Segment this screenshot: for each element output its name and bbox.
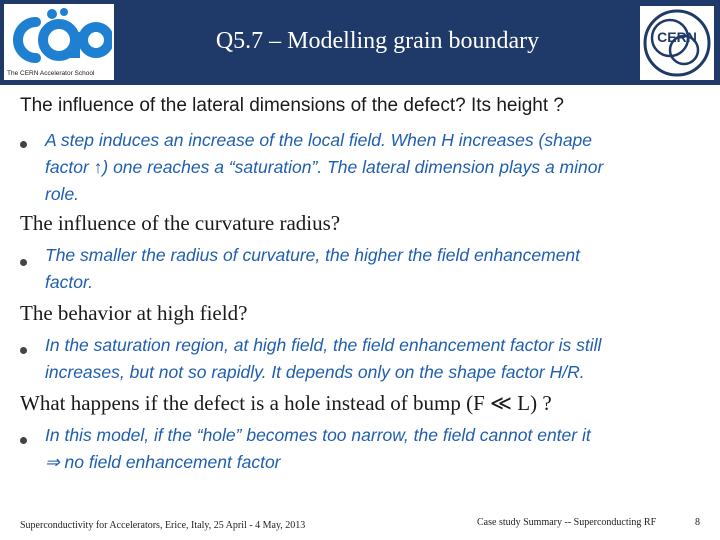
answer-hole-defect [45, 422, 705, 476]
answer-line: factor ↑) one reaches a “saturation”. The lateral dimension plays a minor [45, 157, 604, 177]
answer-line: In the saturation region, at high field, the field enhancement factor is still [45, 335, 602, 355]
page-number: 8 [695, 517, 700, 528]
cas-logo [4, 4, 114, 80]
slide-header [0, 0, 720, 85]
question-lateral-dimensions: The influence of the lateral dimensions of the defect? Its height ? [20, 95, 564, 116]
answer-curvature-radius [45, 242, 705, 296]
answer-line: In this model, if the “hole” becomes too narrow, the field cannot enter it [45, 425, 591, 445]
answer-line: A step induces an increase of the local field. When H increases (shape [45, 130, 593, 150]
answer-line: The smaller the radius of curvature, the higher the field enhancement [45, 245, 581, 265]
footer-case-study: Case study Summary -- Superconducting RF [477, 517, 657, 528]
cas-logo-caption: The CERN Accelerator School [7, 70, 95, 77]
answer-high-field [45, 332, 705, 386]
answer-line: increases, but not so rapidly. It depends only on the shape factor H/R. [45, 362, 585, 382]
cas-logo-mark-icon [6, 6, 112, 70]
question-curvature-radius: The influence of the curvature radius? [20, 211, 341, 235]
cern-logo [640, 6, 714, 80]
bullet-icon [20, 259, 27, 266]
answer-line: role. [45, 184, 80, 204]
bullet-icon [20, 347, 27, 354]
cern-logo-text: CERN [657, 29, 697, 45]
bullet-icon [20, 141, 27, 148]
answer-lateral-dimensions [45, 127, 705, 208]
answer-line: ⇒ no field enhancement factor [45, 452, 281, 472]
cern-logo-icon [640, 6, 714, 80]
answer-line: factor. [45, 272, 93, 292]
bullet-icon [20, 437, 27, 444]
question-hole-defect: What happens if the defect is a hole instead of bump (F ≪ L) ? [20, 391, 552, 415]
question-high-field: The behavior at high field? [20, 301, 248, 325]
slide-title: Q5.7 – Modelling grain boundary [215, 28, 540, 54]
footer-conference: Superconductivity for Accelerators, Erice, Italy, 25 April - 4 May, 2013 [20, 520, 306, 531]
